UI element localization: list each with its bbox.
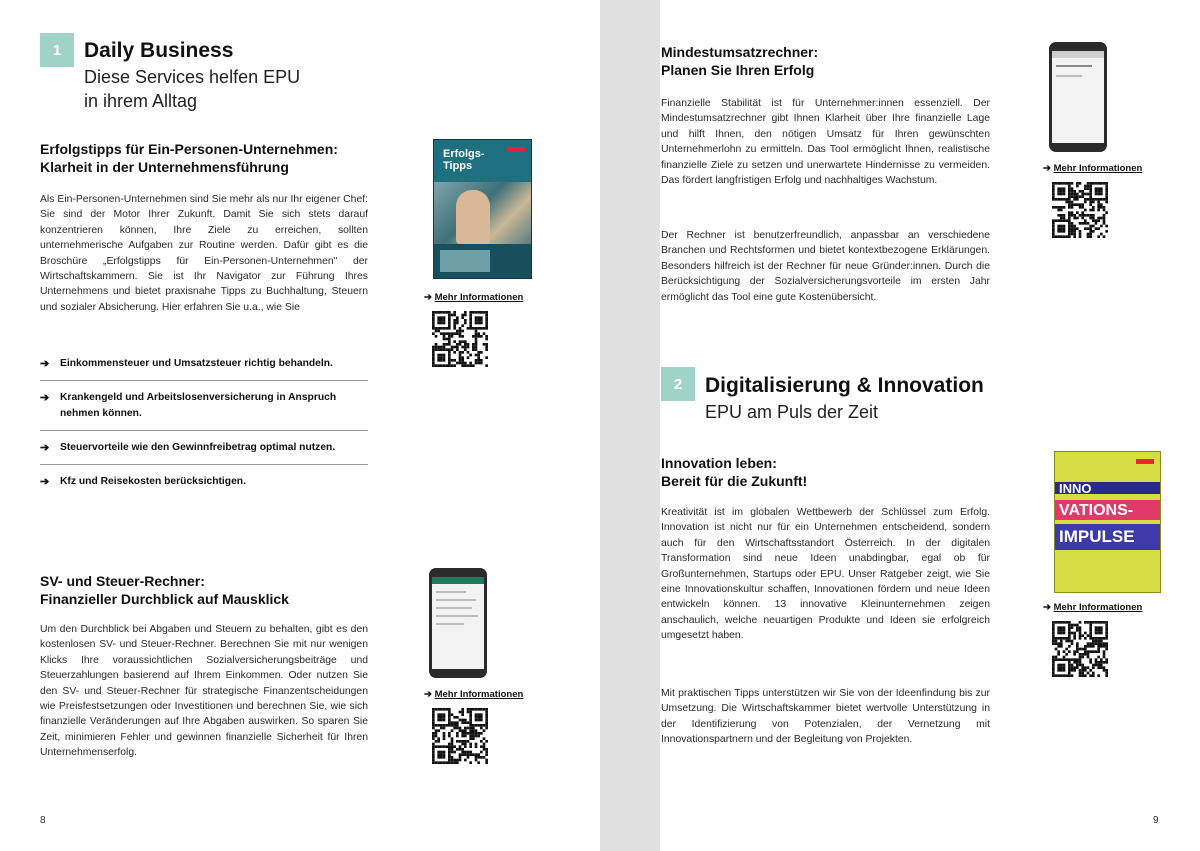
arrow-icon: ➔ (424, 292, 432, 303)
arrow-icon: ➔ (424, 689, 432, 700)
qr-code-icon[interactable] (1052, 182, 1108, 238)
screen-line (436, 591, 466, 593)
person-image (456, 190, 490, 244)
phone-screen (432, 577, 484, 669)
wko-logo (507, 147, 525, 152)
qr-code-icon[interactable] (1052, 621, 1108, 677)
app-header-bar (1052, 51, 1104, 58)
article-body: Mit praktischen Tipps unterstützen wir Sie von der Ideenfindung bis zur Umsetzung. Die Wirtschaftskammer bietet wertvolle Unterstützung in der Identifizierung von Potenzialen, der Vernetzung mit Innovationspartnern und der Begleitung von Projekten. (661, 688, 990, 746)
article-heading-line1: Innovation leben: (661, 455, 777, 471)
bullet-item (40, 390, 368, 431)
screen-line (1056, 75, 1082, 77)
section-title: Digitalisierung & Innovation (705, 374, 984, 397)
arrow-icon: ➔ (1043, 602, 1051, 613)
app-header-bar (432, 577, 484, 584)
arrow-icon: ➔ (40, 392, 50, 404)
bullet-list (40, 356, 368, 507)
arrow-icon: ➔ (40, 358, 50, 370)
qr-code-icon[interactable] (432, 708, 488, 764)
brochure-cover-erfolgstipps (433, 139, 532, 279)
page-number: 8 (40, 815, 46, 826)
article-heading-line2: Finanzieller Durchblick auf Mausklick (40, 591, 289, 607)
article-body: Kreativität ist im globalen Wettbewerb der Schlüssel zum Erfolg. Innovation ist nicht nur für ein Unternehmen entscheidend, sondern auch für den Wirtschaftsstandort Österreich. In der digitalen Transformation sind neue Ideen unabdingbar, egal ob für Großunternehmen, Startups oder EPU. Unser Ratgeber zeigt, wie Sie eine Innovationskultur schaffen, Innovationen fördern und neue Ideen entwickeln können. 13 innovative Kleinunternehmen zeigen anschaulich, welche neuartigen Produkte und Ideen sie erfolgreich umgesetzt haben. (661, 507, 990, 642)
page-number: 9 (1153, 815, 1159, 826)
brochure-cover-innovationsimpulse (1054, 451, 1161, 593)
brochure-text-line3: IMPULSE (1059, 527, 1135, 546)
screen-line (436, 623, 464, 625)
brochure-band-photo (440, 250, 490, 272)
bullet-item (40, 440, 368, 465)
more-info-label: Mehr Informationen (434, 689, 524, 700)
article-heading-line1: Mindestumsatzrechner: (661, 44, 819, 60)
screen-line (436, 607, 472, 609)
brochure-title-line2: Tipps (443, 160, 473, 172)
section-number-badge: 2 (661, 367, 695, 401)
bullet-text: Einkommensteuer und Umsatzsteuer richtig behandeln. (60, 358, 333, 369)
screen-line (1056, 65, 1092, 67)
brochure-text-line1: INNO (1059, 481, 1092, 496)
more-info-label: Mehr Informationen (434, 292, 524, 303)
phone-mockup (429, 568, 487, 678)
section-subtitle-line2: in ihrem Alltag (84, 91, 198, 111)
screen-line (436, 599, 476, 601)
section-number-badge: 1 (40, 33, 74, 67)
section-subtitle: EPU am Puls der Zeit (705, 402, 879, 422)
bullet-item (40, 356, 368, 381)
screen-line (436, 615, 478, 617)
section-title: Daily Business (84, 39, 234, 62)
article-heading-line1: SV- und Steuer-Rechner: (40, 573, 205, 589)
article-body: Um den Durchblick bei Abgaben und Steuern zu behalten, gibt es den kostenlosen SV- und Steuer-Rechner. Berechnen Sie mit nur wenigen Klicks Ihre voraussichtlichen Sozialversicherungsbeiträge und Steuerzahlungen basierend auf Ihrem Einkommen. Oder nutzen Sie den SV- und Steuer-Rechner für strategische Finanzentscheidungen wie Preisfestsetzungen oder Investitionen und berechnen Sie, wie sich finanzielle Veränderungen auf Ihre Abgaben auswirken. So sparen Sie Zeit, minimieren Fehler und gewinnen finanzielle Sicherheit für Ihren Unternehmenserfolg. (40, 624, 368, 759)
more-info-label: Mehr Informationen (1053, 163, 1143, 174)
brochure-title-line1: Erfolgs- (443, 148, 485, 160)
article-heading-line2: Bereit für die Zukunft! (661, 473, 808, 489)
bullet-text: Kfz und Reisekosten berücksichtigen. (60, 476, 246, 487)
article-heading-line1: Erfolgstipps für Ein-Personen-Unternehmen: (40, 141, 338, 157)
bullet-item (40, 474, 368, 498)
more-info-link[interactable] (1043, 602, 1142, 613)
article-body: Finanzielle Stabilität ist für Unternehmer:innen essenziell. Der Mindestumsatzrechner gibt Ihnen Klarheit über Ihre finanzielle Lage und hilft Ihnen, den nötigen Umsatz für Ihren gewünschten Unternehmerlohn zu ermitteln. Das Tool ermöglicht Ihnen, realistische finanzielle Ziele zu setzen und unerwartete Hindernisse zu vermeiden. Das fördert langfristigen Erfolg und nachhaltiges Wachstum. (661, 98, 990, 187)
more-info-link[interactable] (1043, 163, 1142, 174)
brochure-title (443, 148, 485, 172)
brochure-text-line2: VATIONS- (1059, 502, 1134, 519)
more-info-label: Mehr Informationen (1053, 602, 1143, 613)
bullet-text: Steuervorteile wie den Gewinnfreibetrag optimal nutzen. (60, 442, 336, 453)
bullet-text: Krankengeld und Arbeitslosenversicherung in Anspruch nehmen können. (60, 392, 337, 419)
phone-mockup (1049, 42, 1107, 152)
arrow-icon: ➔ (1043, 163, 1051, 174)
article-body: Der Rechner ist benutzerfreundlich, anpassbar an verschiedene Branchen und Rechtsformen und bietet kontextbezogene Erklärungen. Besonders hilfreich ist der Rechner für neue Gründer:innen. Durch die Berücksichtigung der Sozialversicherungsvorteile im ersten Jahr ermöglicht das Tool eine gute Kostenübersicht. (661, 230, 990, 303)
article-body: Als Ein-Personen-Unternehmen sind Sie mehr als nur Ihr eigener Chef: Sie sind der Motor Ihrer Zukunft. Damit Sie sich stets darauf konzentrieren können, Ihre Ziele zu erreichen, sollten unternehmerische Aufgaben zur Routine werden. Dafür gibt es die Broschüre „Erfolgstipps für Ein-Personen-Unternehmen" der Wirtschaftskammern. Sie ist Ihr Navigator zur Führung Ihres Unternehmens und bietet praxisnahe Tipps zu Buchhaltung, Steuern und sozialer Absicherung. Hier erfahren Sie u.a., wie Sie (40, 194, 368, 313)
more-info-link[interactable] (424, 689, 523, 700)
page-gutter (600, 0, 660, 851)
section-subtitle-line1: Diese Services helfen EPU (84, 67, 301, 87)
arrow-icon: ➔ (40, 476, 50, 488)
article-heading-line2: Planen Sie Ihren Erfolg (661, 62, 815, 78)
more-info-link[interactable] (424, 292, 523, 303)
arrow-icon: ➔ (40, 442, 50, 454)
wko-logo (1136, 459, 1154, 464)
article-heading-line2: Klarheit in der Unternehmensführung (40, 159, 289, 175)
qr-code-icon[interactable] (432, 311, 488, 367)
phone-screen (1052, 51, 1104, 143)
